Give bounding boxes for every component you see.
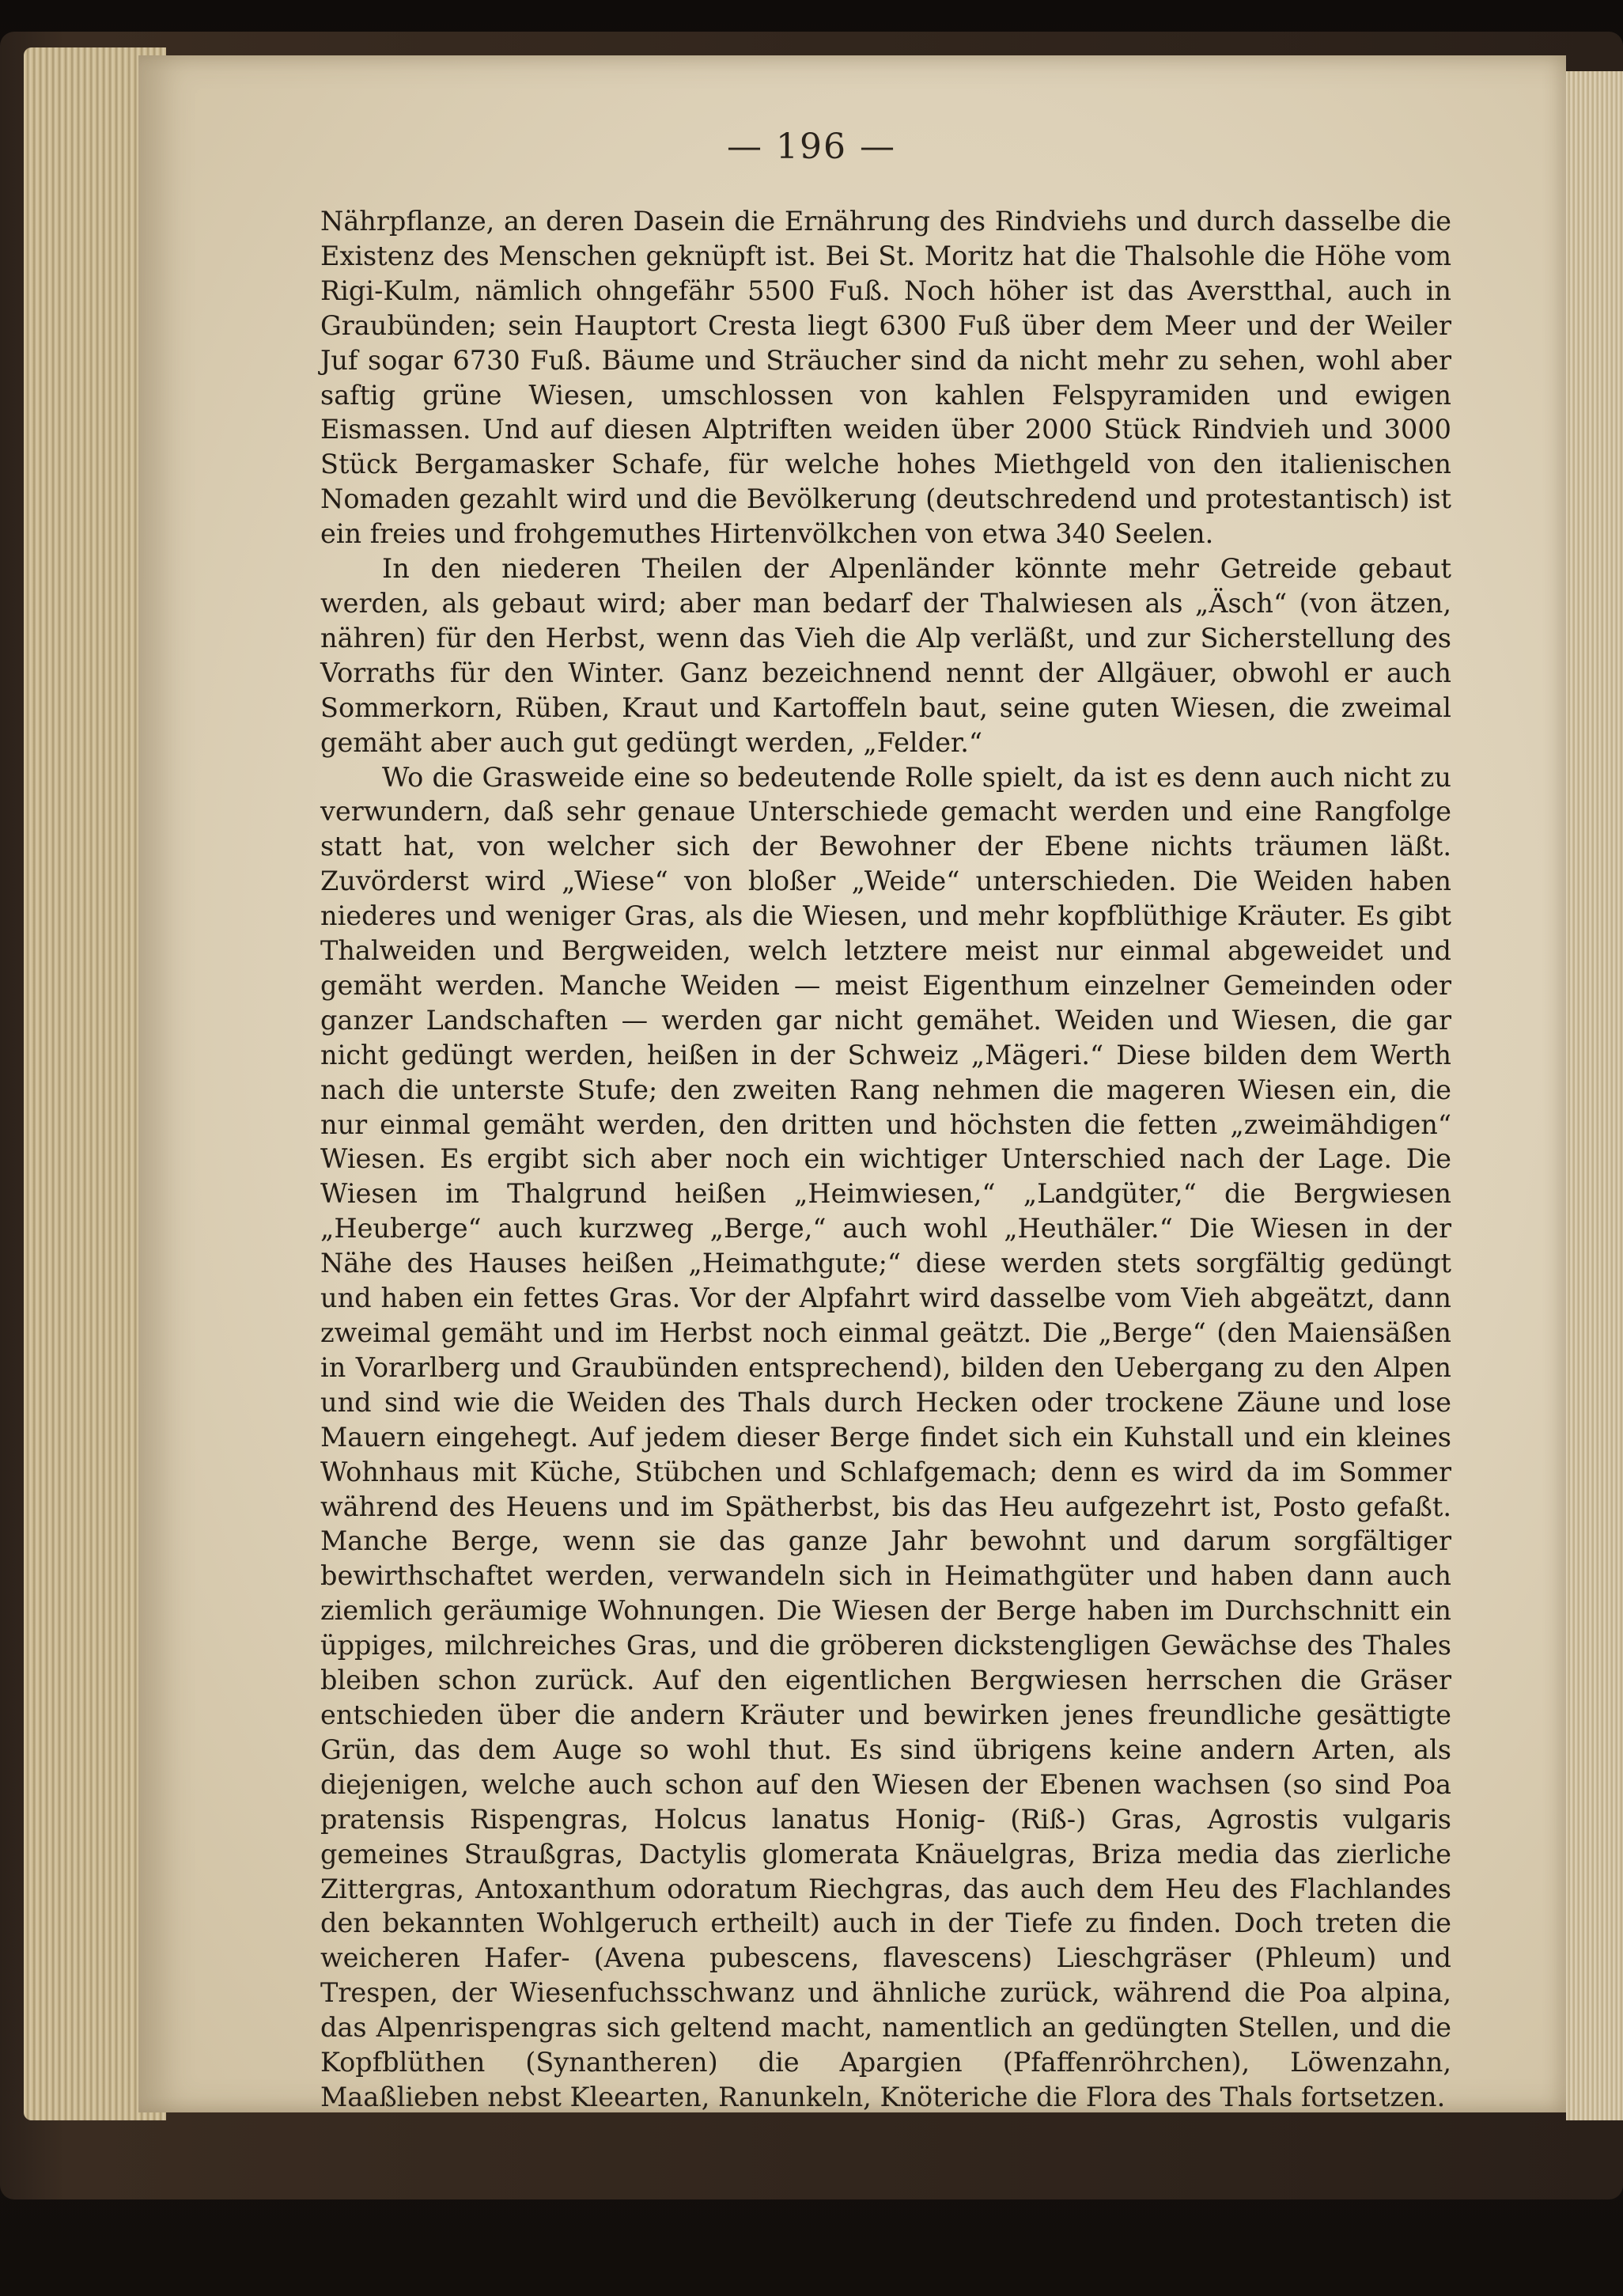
paragraph-2: In den niederen Theilen der Alpenländer könnte mehr Getreide gebaut werden, als gebaut wird; aber man bedarf der Thalwiesen als „Äsch“ (von ätzen, nähren) für den Herbst, wenn das Vieh die Alp verläßt, und zur Sicherstellung des Vorraths für den Winter. Ganz bezeichnend nennt der Allgäuer, obwohl er auch Sommerkorn, Rüben, Kraut und Kartoffeln baut, seine guten Wiesen, die zweimal gemäht aber auch gut gedüngt werden, „Felder.“ xyxy=(320,553,1451,758)
page-number: — 196 — xyxy=(727,127,896,167)
paragraph-3: Wo die Grasweide eine so bedeutende Rolle spielt, da ist es denn auch nicht zu verwundern, daß sehr genaue Unterschiede gemacht werden und eine Rangfolge statt hat, von welcher sich der Bewohner der Ebene nichts träumen läßt. Zuvörderst wird „Wiese“ von bloßer „Weide“ unterschieden. Die Weiden haben niederes und weniger Gras, als die Wiesen, und mehr kopfblüthige Kräuter. Es gibt Thalweiden und Bergweiden, welch letztere meist nur einmal abgeweidet und gemäht werden. Manche Weiden — meist Eigenthum einzelner Gemeinden oder ganzer Landschaften — werden gar nicht gemähet. Weiden und Wiesen, die gar nicht gedüngt werden, heißen in der Schweiz „Mägeri.“ Diese bilden dem Werth nach die unterste Stufe; den zweiten Rang nehmen die mageren Wiesen ein, die nur einmal gemäht werden, den dritten und höchsten die fetten „zweimähdigen“ Wiesen. Es ergibt sich aber noch ein wichtiger Unterschied nach der Lage. Die Wiesen im Thalgrund heißen „Heimwiesen,“ „Landgüter,“ die Bergwiesen „Heuberge“ auch kurzweg „Berge,“ auch wohl „Heuthäler.“ Die Wiesen in der Nähe des Hauses heißen „Heimathgute;“ diese werden stets sorgfältig gedüngt und haben ein fettes Gras. Vor der Alpfahrt wird dasselbe vom Vieh abgeätzt, dann zweimal gemäht und im Herbst noch einmal geätzt. Die „Berge“ (den Maiensäßen in Vorarlberg und Graubünden entsprechend), bilden den Uebergang zu den Alpen und sind wie die Weiden des Thals durch Hecken oder trockene Zäune und lose Mauern eingehegt. Auf jedem dieser Berge findet sich ein Kuhstall und ein kleines Wohnhaus mit Küche, Stübchen und Schlafgemach; denn es wird da im Sommer während des Heuens und im Spätherbst, bis das Heu aufgezehrt ist, Posto gefaßt. Manche Berge, wenn sie das ganze Jahr bewohnt und darum sorgfältiger bewirthschaftet werden, verwandeln sich in Heimathgüter und haben dann auch ziemlich geräumige Wohnungen. Die Wiesen der Berge haben im Durchschnitt ein üppiges, milchreiches Gras, und die gröberen dickstengligen Gewächse des Thales bleiben schon zurück. Auf den eigentlichen Bergwiesen herrschen die Gräser entschieden über die andern Kräuter und bewirken jenes freundliche gesättigte Grün, das dem Auge so wohl thut. Es sind übrigens keine andern Arten, als diejenigen, welche auch schon auf den Wiesen der Ebenen wachsen (so sind Poa pratensis Rispengras, Holcus lanatus Honig- (Riß-) Gras, Agrostis vulgaris gemeines Straußgras, Dactylis glomerata Knäuelgras, Briza media das zierliche Zittergras, Antoxanthum odoratum Riechgras, das auch dem Heu des Flachlandes den bekannten Wohlgeruch ertheilt) auch in der Tiefe zu finden. Doch treten die weicheren Hafer- (Avena pubescens, flavescens) Lieschgräser (Phleum) und Trespen, der Wiesenfuchsschwanz und ähnliche zurück, während die Poa alpina, das Alpenrispengras sich geltend macht, namentlich an gedüngten Stellen, und die Kopfblüthen (Synantheren) die Apargien (Pfaffenröhrchen), Löwenzahn, Maaßlieben nebst Kleearten, Ranunkeln, Knöteriche die Flora des Thals fortsetzen. xyxy=(320,761,1451,2112)
paragraph-1: Nährpflanze, an deren Dasein die Ernährung des Rindviehs und durch dasselbe die Existenz des Menschen geknüpft ist. Bei St. Moritz hat die Thalsohle die Höhe vom Rigi-Kulm, nämlich ohngefähr 5500 Fuß. Noch höher ist das Averstthal, auch in Graubünden; sein Hauptort Cresta liegt 6300 Fuß über dem Meer und der Weiler Juf sogar 6730 Fuß. Bäume und Sträucher sind da nicht mehr zu sehen, wohl aber saftig grüne Wiesen, umschlossen von kahlen Felspyramiden und ewigen Eismassen. Und auf diesen Alptriften weiden über 2000 Stück Rindvieh und 3000 Stück Bergamasker Schafe, für welche hohes Miethgeld von den italienischen Nomaden gezahlt wird und die Bevölkerung (deutschredend und protestantisch) ist ein freies und frohgemuthes Hirtenvölkchen von etwa 340 Seelen. xyxy=(320,206,1451,550)
body-text xyxy=(320,204,1451,2115)
right-page-edges xyxy=(1566,71,1623,2120)
